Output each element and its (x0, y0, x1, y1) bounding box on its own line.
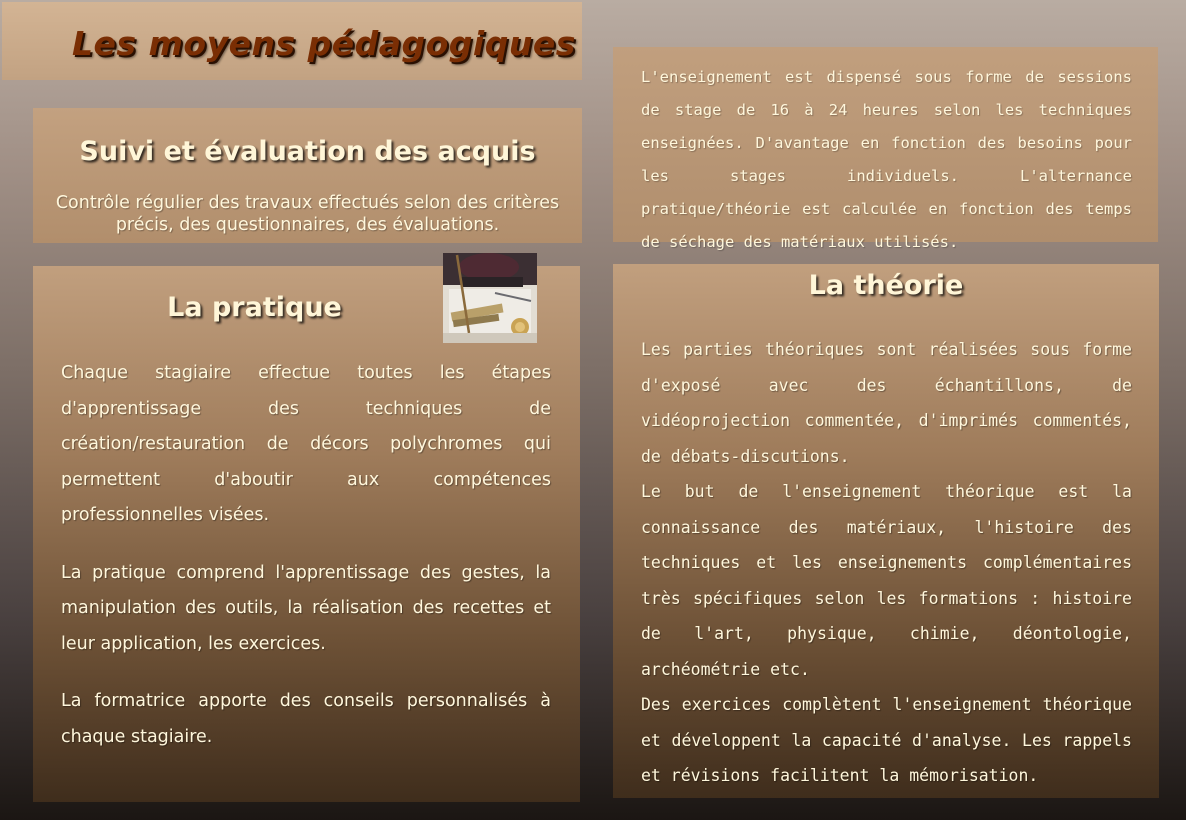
pratique-paragraph: La formatrice apporte des conseils personnalisés à chaque stagiaire. (61, 691, 551, 747)
theorie-panel (613, 264, 1159, 798)
pratique-paragraph: Chaque stagiaire effectue toutes les étapes d'apprentissage des techniques de création/restauration de décors polychromes qui permettent d'aboutir aux compétences professionnelles visées. (61, 363, 551, 525)
suivi-panel (33, 108, 582, 243)
theorie-paragraph: Le but de l'enseignement théorique est la connaissance des matériaux, l'histoire des techniques et les enseignements complémentaires très spécifiques selon les formations : histoire de l'art, physique, chimie, déontologie, archéométrie etc. (641, 482, 1132, 679)
suivi-heading: Suivi et évaluation des acquis (79, 136, 536, 167)
pratique-text (61, 356, 551, 777)
theorie-paragraph: Des exercices complètent l'enseignement théorique et développent la capacité d'analyse. Les rappels et révisions facilitent la mémorisation. (641, 695, 1132, 785)
workshop-photo (443, 253, 537, 343)
info-text: L'enseignement est dispensé sous forme de sessions de stage de 16 à 24 heures selon les techniques enseignées. D'avantage en fonction des besoins pour les stages individuels. L'alternance pratique/théorie est calculée en fonction des temps de séchage des matériaux utilisés. (641, 68, 1132, 251)
theorie-heading: La théorie (808, 270, 964, 301)
info-panel (613, 47, 1158, 251)
title-panel (2, 2, 582, 80)
suivi-text: Contrôle régulier des travaux effectués selon des critères précis, des questionnaires, des évaluations. (55, 193, 560, 235)
theorie-text (641, 332, 1132, 794)
pratique-panel (33, 266, 580, 802)
pratique-paragraph: La pratique comprend l'apprentissage des gestes, la manipulation des outils, la réalisation des recettes et leur application, les exercices. (61, 562, 551, 654)
pratique-heading: La pratique (167, 292, 342, 323)
theorie-paragraph: Les parties théoriques sont réalisées sous forme d'exposé avec des échantillons, de vidéoprojection commentée, d'imprimés commentés, de débats-discutions. (641, 340, 1132, 466)
page-title: Les moyens pédagogiques (72, 24, 576, 63)
